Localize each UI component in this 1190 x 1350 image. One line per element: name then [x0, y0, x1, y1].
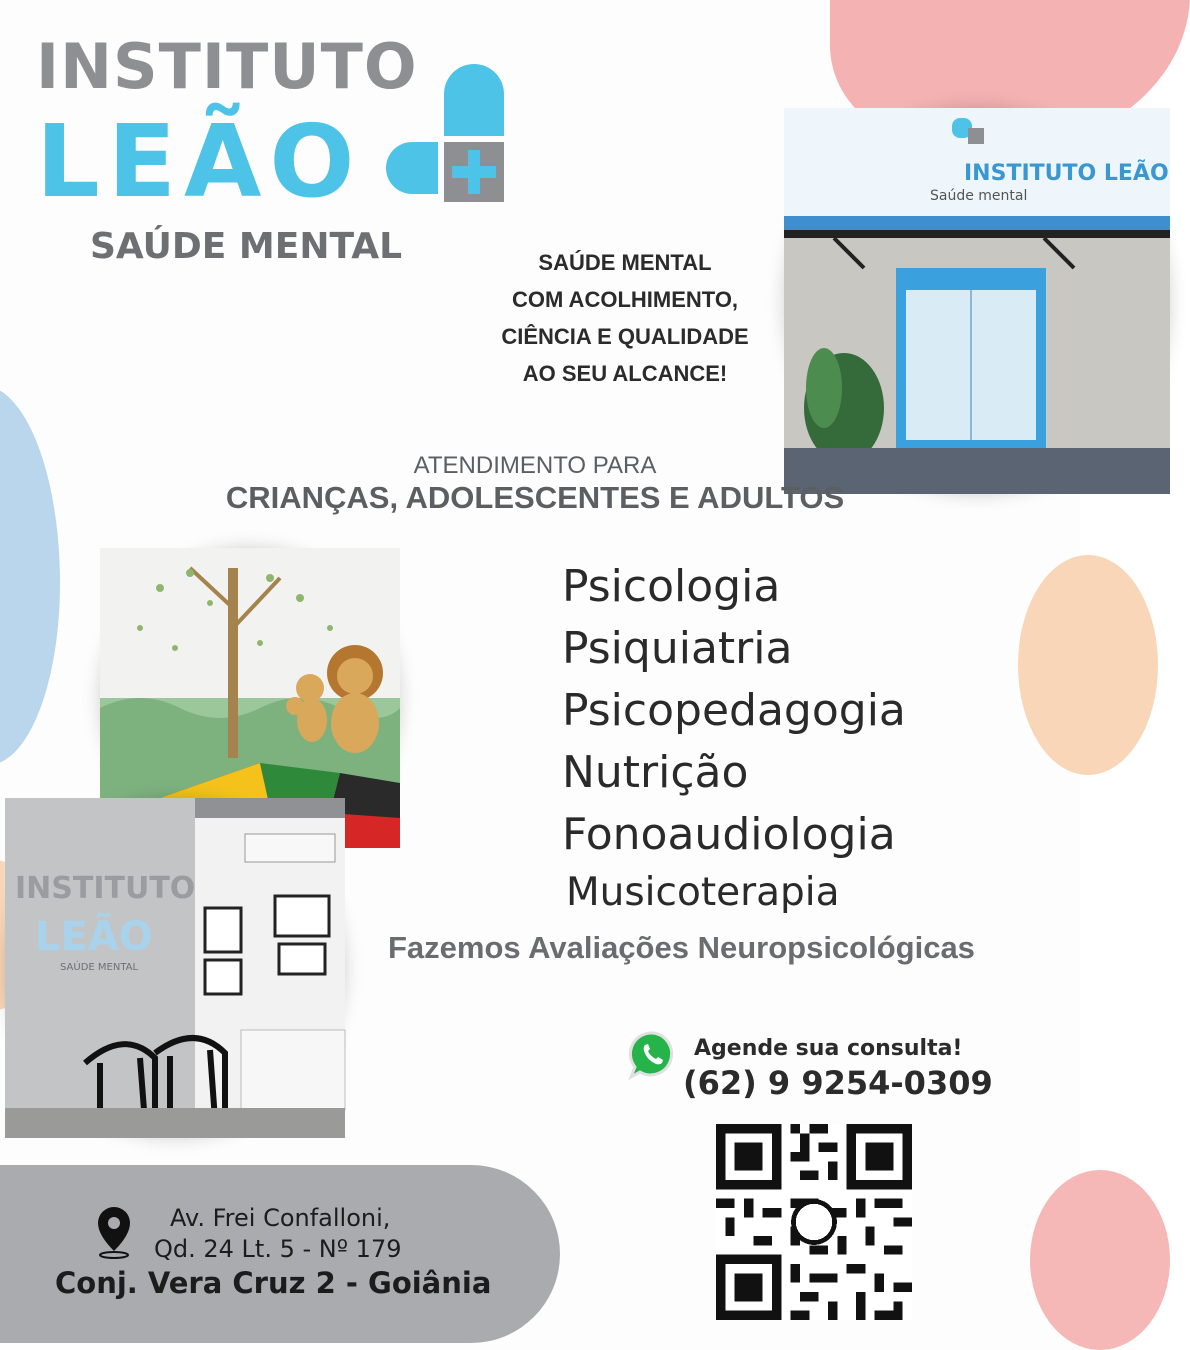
service-item: Nutrição: [562, 747, 749, 798]
qr-code[interactable]: [716, 1124, 912, 1320]
logo-saude-mental-text: SAÚDE MENTAL: [90, 226, 403, 267]
office-wall-saude: SAÚDE MENTAL: [60, 962, 139, 973]
address-line-2: Qd. 24 Lt. 5 - Nº 179: [154, 1235, 402, 1263]
medical-cross-logo-icon: [370, 66, 510, 206]
service-item: Psicologia: [562, 561, 781, 612]
service-item: Musicoterapia: [566, 870, 840, 915]
office-wall-instituto: INSTITUTO: [15, 871, 196, 906]
evaluations-text: Fazemos Avaliações Neuropsicológicas: [388, 930, 975, 965]
decorative-blob-peach: [1018, 555, 1158, 775]
address-line-1: Av. Frei Confalloni,: [170, 1204, 391, 1232]
tagline-line: AO SEU ALCANCE!: [522, 361, 728, 386]
decorative-blob-blue: [0, 385, 60, 765]
tagline-line: SAÚDE MENTAL: [538, 250, 712, 275]
logo-instituto-text: INSTITUTO: [36, 30, 418, 103]
tagline: [470, 244, 780, 392]
clinic-facade-photo: [784, 108, 1170, 494]
tagline-line: CIÊNCIA E QUALIDADE: [501, 324, 749, 349]
schedule-cta: Agende sua consulta!: [694, 1036, 963, 1061]
logo-leao-text: LEÃO: [36, 103, 363, 220]
audience-groups: CRIANÇAS, ADOLESCENTES E ADULTOS: [225, 480, 845, 515]
whatsapp-icon[interactable]: [628, 1030, 678, 1080]
service-item: Psicopedagogia: [562, 685, 906, 736]
service-item: Fonoaudiologia: [562, 809, 896, 860]
audience-label: ATENDIMENTO PARA: [413, 452, 657, 479]
clinic-facade-illustration: [784, 108, 1170, 494]
office-wall-leao: LEÃO: [35, 914, 153, 960]
tagline-line: COM ACOLHIMENTO,: [511, 287, 739, 312]
office-photo: [5, 798, 345, 1138]
facade-sign-subtitle: Saúde mental: [930, 188, 1028, 204]
address-line-3: Conj. Vera Cruz 2 - Goiânia: [55, 1266, 492, 1300]
facade-sign-title: INSTITUTO LEÃO: [964, 161, 1169, 186]
service-item: Psiquiatria: [562, 623, 793, 674]
phone-number[interactable]: (62) 9 9254-0309: [683, 1064, 993, 1102]
services-list: [562, 556, 906, 920]
office-illustration: [5, 798, 345, 1138]
location-pin-icon: [94, 1205, 134, 1259]
decorative-blob-pink-bottom: [1030, 1170, 1170, 1350]
